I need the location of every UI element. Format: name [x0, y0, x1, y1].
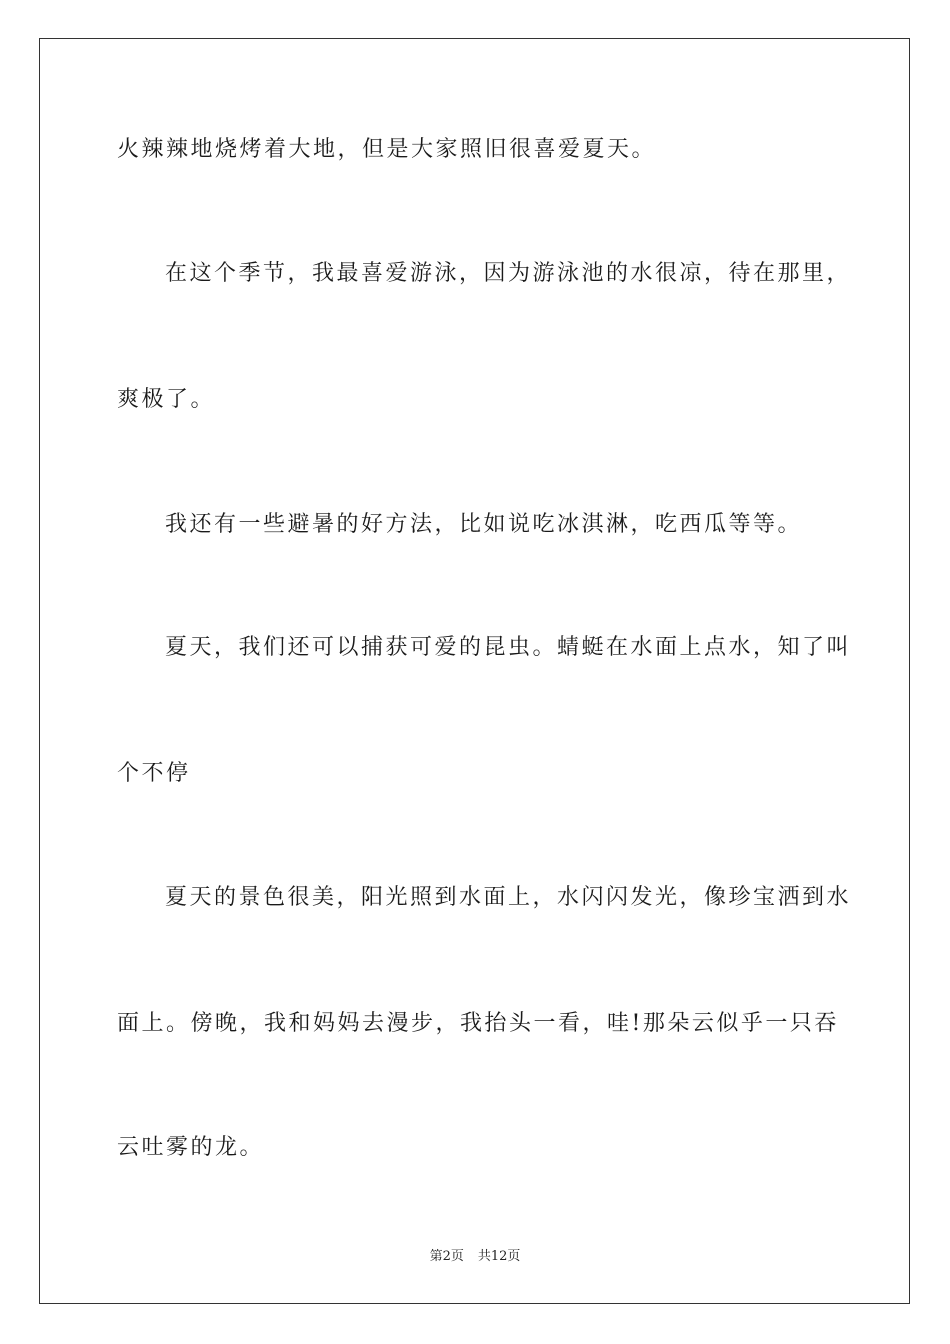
text-line-8: 面上。傍晚，我和妈妈去漫步，我抬头一看，哇!那朵云似乎一只吞 [117, 1011, 839, 1036]
text-line-5: 夏天，我们还可以捕获可爱的昆虫。蜻蜓在水面上点水，知了叫 [165, 635, 852, 660]
text-line-9: 云吐雾的龙。 [117, 1135, 265, 1160]
page-number: 第2页 [429, 1249, 464, 1264]
text-line-7: 夏天的景色很美，阳光照到水面上，水闪闪发光，像珍宝洒到水 [165, 885, 852, 910]
page-total: 共12页 [477, 1249, 521, 1264]
page-footer [0, 1248, 950, 1266]
page-border [39, 38, 910, 1304]
text-line-4: 我还有一些避暑的好方法，比如说吃冰淇淋，吃西瓜等等。 [165, 512, 803, 537]
text-line-2: 在这个季节，我最喜爱游泳，因为游泳池的水很凉，待在那里， [165, 261, 852, 286]
text-line-1: 火辣辣地烧烤着大地，但是大家照旧很喜爱夏天。 [117, 137, 657, 162]
text-line-3: 爽极了。 [117, 387, 216, 412]
text-line-6: 个不停 [117, 761, 191, 786]
